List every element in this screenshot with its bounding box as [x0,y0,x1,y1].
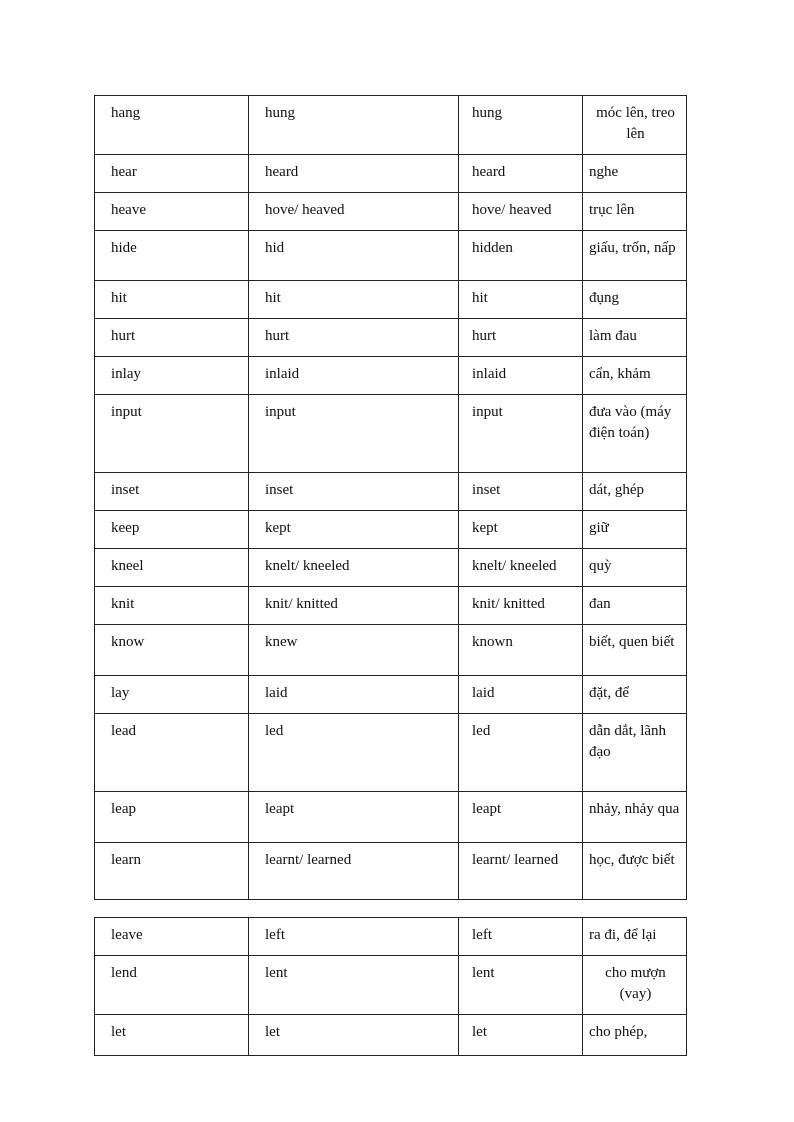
past-simple-cell: leapt [249,792,459,843]
table-row [95,511,687,549]
past-participle-cell: hove/ heaved [459,193,583,231]
table-row [95,319,687,357]
base-form-cell: lead [95,714,249,792]
base-form-cell: learn [95,843,249,900]
base-form-cell: know [95,625,249,676]
past-participle-cell: led [459,714,583,792]
base-form-cell: inset [95,473,249,511]
past-simple-cell: knit/ knitted [249,587,459,625]
past-simple-cell: lent [249,956,459,1015]
meaning-cell: đụng [583,281,687,319]
meaning-cell: biết, quen biết [583,625,687,676]
past-simple-cell: kept [249,511,459,549]
meaning-cell: đặt, để [583,676,687,714]
table-row [95,357,687,395]
table-row [95,549,687,587]
meaning-cell: nghe [583,155,687,193]
past-participle-cell: known [459,625,583,676]
table-row [95,96,687,155]
table-row [95,1015,687,1056]
past-participle-cell: inset [459,473,583,511]
past-simple-cell: hove/ heaved [249,193,459,231]
table-row [95,625,687,676]
past-participle-cell: hit [459,281,583,319]
past-simple-cell: laid [249,676,459,714]
meaning-cell: làm đau [583,319,687,357]
meaning-cell: cho phép, [583,1015,687,1056]
verb-table-2 [94,917,687,1056]
meaning-cell: cẩn, khảm [583,357,687,395]
base-form-cell: input [95,395,249,473]
past-simple-cell: inlaid [249,357,459,395]
base-form-cell: let [95,1015,249,1056]
base-form-cell: lay [95,676,249,714]
past-simple-cell: led [249,714,459,792]
past-participle-cell: laid [459,676,583,714]
past-simple-cell: hid [249,231,459,281]
verb-table-1 [94,95,687,900]
base-form-cell: hide [95,231,249,281]
past-participle-cell: lent [459,956,583,1015]
past-simple-cell: hurt [249,319,459,357]
base-form-cell: leave [95,918,249,956]
past-simple-cell: inset [249,473,459,511]
meaning-cell: dát, ghép [583,473,687,511]
base-form-cell: lend [95,956,249,1015]
meaning-cell: đan [583,587,687,625]
base-form-cell: inlay [95,357,249,395]
past-participle-cell: hurt [459,319,583,357]
meaning-cell: quỳ [583,549,687,587]
meaning-cell: học, được biết [583,843,687,900]
meaning-cell: ra đi, để lại [583,918,687,956]
past-participle-cell: left [459,918,583,956]
base-form-cell: knit [95,587,249,625]
past-participle-cell: learnt/ learned [459,843,583,900]
table-row [95,231,687,281]
past-simple-cell: left [249,918,459,956]
verb-table-body [95,918,687,1056]
table-row [95,676,687,714]
past-participle-cell: heard [459,155,583,193]
past-participle-cell: let [459,1015,583,1056]
base-form-cell: hit [95,281,249,319]
table-row [95,714,687,792]
past-simple-cell: heard [249,155,459,193]
table-row [95,918,687,956]
base-form-cell: hurt [95,319,249,357]
table-row [95,792,687,843]
past-simple-cell: knelt/ kneeled [249,549,459,587]
table-row [95,843,687,900]
table-row [95,587,687,625]
past-simple-cell: knew [249,625,459,676]
table-row [95,473,687,511]
past-simple-cell: input [249,395,459,473]
past-participle-cell: inlaid [459,357,583,395]
meaning-cell: cho mượn (vay) [583,956,687,1015]
past-participle-cell: knit/ knitted [459,587,583,625]
past-simple-cell: let [249,1015,459,1056]
past-participle-cell: hung [459,96,583,155]
meaning-cell: đưa vào (máy điện toán) [583,395,687,473]
verb-table-body [95,96,687,900]
table-row [95,193,687,231]
past-participle-cell: leapt [459,792,583,843]
past-simple-cell: hung [249,96,459,155]
past-participle-cell: hidden [459,231,583,281]
base-form-cell: hear [95,155,249,193]
table-row [95,281,687,319]
base-form-cell: keep [95,511,249,549]
table-row [95,155,687,193]
base-form-cell: kneel [95,549,249,587]
table-row [95,395,687,473]
past-participle-cell: kept [459,511,583,549]
past-simple-cell: hit [249,281,459,319]
meaning-cell: móc lên, treo lên [583,96,687,155]
base-form-cell: leap [95,792,249,843]
table-row [95,956,687,1015]
meaning-cell: trục lên [583,193,687,231]
meaning-cell: dẫn dắt, lãnh đạo [583,714,687,792]
meaning-cell: giấu, trốn, nấp [583,231,687,281]
meaning-cell: giữ [583,511,687,549]
past-participle-cell: knelt/ kneeled [459,549,583,587]
base-form-cell: hang [95,96,249,155]
past-simple-cell: learnt/ learned [249,843,459,900]
meaning-cell: nhảy, nhảy qua [583,792,687,843]
past-participle-cell: input [459,395,583,473]
base-form-cell: heave [95,193,249,231]
